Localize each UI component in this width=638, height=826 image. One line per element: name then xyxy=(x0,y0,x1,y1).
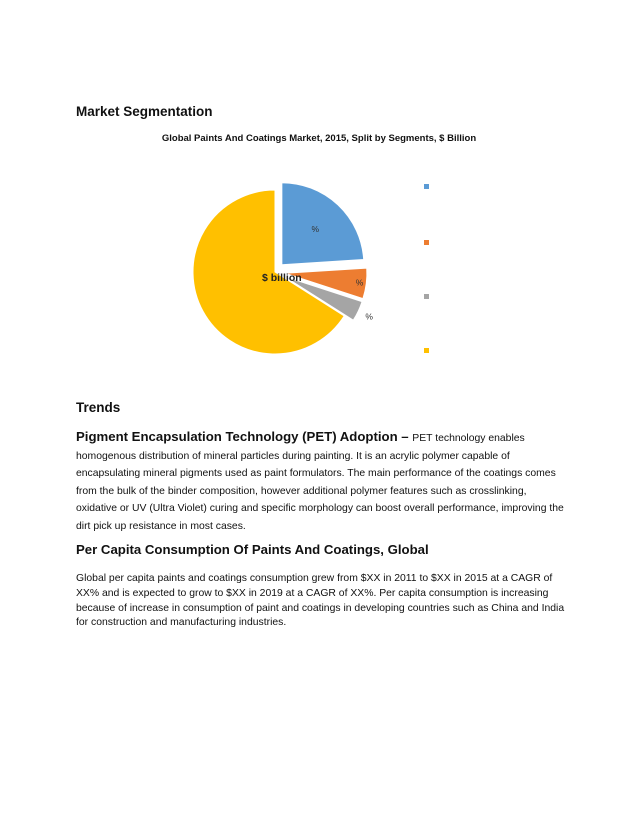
legend-swatch-0 xyxy=(424,184,429,189)
chart-legend xyxy=(424,184,429,353)
pie-slice-0 xyxy=(282,183,364,265)
pie-slice-label-1: % xyxy=(355,277,364,288)
per-capita-paragraph: Global per capita paints and coatings consumption grew from $XX in 2011 to $XX in 2015 at a CAGR of XX% and is expected to grow to $XX in 2019 at a CAGR of XX%. Per capita consumption is increasing because of increase in consumption of paint and coatings in developing countries such as China and India for construction and manufacturing industries. xyxy=(76,573,565,629)
legend-swatch-1 xyxy=(424,240,429,245)
pie-center-label: $ billion xyxy=(262,272,302,284)
legend-swatch-3 xyxy=(424,348,429,353)
market-segmentation-heading: Market Segmentation xyxy=(76,104,213,119)
pet-title: Pigment Encapsulation Technology (PET) Adoption xyxy=(76,429,398,444)
trends-heading: Trends xyxy=(76,400,121,415)
pie-slice-label-0: % xyxy=(311,223,320,234)
pet-dash: – xyxy=(397,429,413,444)
pie-chart xyxy=(180,170,460,370)
pie-slices xyxy=(193,183,367,354)
chart-title: Global Paints And Coatings Market, 2015, Split by Segments, $ Billion xyxy=(161,133,477,144)
legend-swatch-2 xyxy=(424,294,429,299)
pet-body: PET technology enables homogenous distribution of mineral particles during painting. It is an acrylic polymer capable of encapsulating mineral pigments used as paint formulators. The main performance of the coatings comes from the bulk of the binder composition, however additional polymer features such as crosslinking, oxidative or UV (Ultra Violet) curing and specific morphology can boost overall performance, improving the dirt pick up resistance in most cases. xyxy=(76,433,564,532)
pie-slice-label-2: % xyxy=(365,311,373,322)
per-capita-heading: Per Capita Consumption Of Paints And Coatings, Global xyxy=(76,542,429,557)
pet-paragraph xyxy=(76,428,566,536)
